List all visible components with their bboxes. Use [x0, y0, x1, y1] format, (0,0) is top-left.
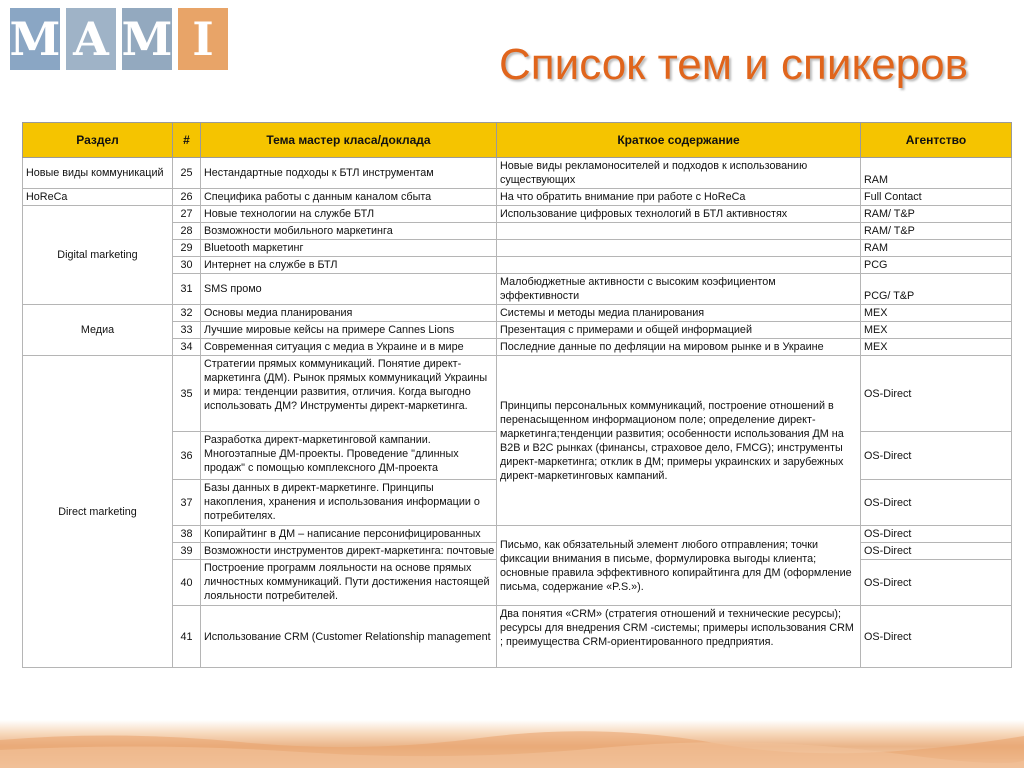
row-agency: RAM/ T&P: [861, 206, 1012, 223]
row-agency: RAM: [861, 158, 1012, 189]
page-title: Список тем и спикеров: [499, 40, 968, 89]
row-num: 36: [173, 432, 201, 480]
logo-letter-a: A: [66, 8, 116, 70]
row-num: 39: [173, 543, 201, 560]
row-num: 26: [173, 189, 201, 206]
row-agency: MEX: [861, 339, 1012, 356]
section-cell: HoReCa: [23, 189, 173, 206]
row-summary: Презентация с примерами и общей информацией: [497, 322, 861, 339]
row-summary: Системы и методы медиа планирования: [497, 305, 861, 322]
table-row: [23, 206, 1012, 223]
row-num: 32: [173, 305, 201, 322]
row-topic: Bluetooth маркетинг: [201, 240, 497, 257]
row-summary: Принципы персональных коммуникаций, построение отношений в перенасыщенном информационом поле; определение директ-маркетинга;тенденции развития; особенности использования ДМ на B2B и B2C рынках (финансы, страховое дело, FMCG); инструменты директ-маркетинга; отклик в ДМ; примеры украинских и зарубежных директ-маркетинговых кампаний.: [497, 356, 861, 526]
row-topic: Новые технологии на службе БТЛ: [201, 206, 497, 223]
table-header-row: [23, 123, 1012, 158]
header-agency: Агентство: [861, 123, 1012, 158]
row-agency: PCG/ T&P: [861, 274, 1012, 305]
row-num: 35: [173, 356, 201, 432]
row-agency: OS-Direct: [861, 526, 1012, 543]
row-topic: Лучшие мировые кейсы на примере Cannes Lions: [201, 322, 497, 339]
row-topic: Использование CRM (Customer Relationship management: [201, 606, 497, 668]
section-cell: Новые виды коммуникаций: [23, 158, 173, 189]
header-num: #: [173, 123, 201, 158]
row-agency: OS-Direct: [861, 543, 1012, 560]
row-topic: Основы медиа планирования: [201, 305, 497, 322]
row-num: 30: [173, 257, 201, 274]
row-num: 28: [173, 223, 201, 240]
row-agency: OS-Direct: [861, 480, 1012, 526]
row-agency: MEX: [861, 305, 1012, 322]
row-agency: OS-Direct: [861, 356, 1012, 432]
row-summary: Использование цифровых технологий в БТЛ активностях: [497, 206, 861, 223]
row-topic: Стратегии прямых коммуникаций. Понятие директ-маркетинга (ДМ). Рынок прямых коммуникаций Украины и мира: тенденции развития, отличия. Когда выгодно использовать ДМ? Инструменты директ-маркетинга.: [201, 356, 497, 432]
logo-letter-m1: M: [10, 8, 60, 70]
row-summary: [497, 257, 861, 274]
row-topic: Нестандартные подходы к БТЛ инструментам: [201, 158, 497, 189]
row-topic: Возможности инструментов директ-маркетинга: почтовые: [201, 543, 497, 560]
row-agency: PCG: [861, 257, 1012, 274]
row-summary: Письмо, как обязательный элемент любого отправления; точки фиксации внимания в письме, формулировка выгоды клиента; основные правила эффективного копирайтинга для ДМ (оформление письма, содержание «P.S.»).: [497, 526, 861, 606]
row-num: 27: [173, 206, 201, 223]
section-cell: Direct marketing: [23, 356, 173, 668]
row-summary: [497, 223, 861, 240]
row-num: 41: [173, 606, 201, 668]
row-agency: RAM/ T&P: [861, 223, 1012, 240]
row-summary: Новые виды рекламоносителей и подходов к использованию существующих: [497, 158, 861, 189]
row-agency: OS-Direct: [861, 560, 1012, 606]
brush-texture-icon: [0, 720, 1024, 768]
row-num: 25: [173, 158, 201, 189]
row-num: 37: [173, 480, 201, 526]
section-cell: Медиа: [23, 305, 173, 356]
row-num: 31: [173, 274, 201, 305]
row-agency: OS-Direct: [861, 606, 1012, 668]
topics-table: [22, 122, 1012, 668]
row-summary: [497, 240, 861, 257]
row-summary: На что обратить внимание при работе с HoReCa: [497, 189, 861, 206]
table-row: [23, 189, 1012, 206]
header-topic: Тема мастер класа/доклада: [201, 123, 497, 158]
header-section: Раздел: [23, 123, 173, 158]
row-topic: Специфика работы с данным каналом сбыта: [201, 189, 497, 206]
row-agency: Full Contact: [861, 189, 1012, 206]
table-row: [23, 305, 1012, 322]
row-topic: SMS промо: [201, 274, 497, 305]
row-summary: Последние данные по дефляции на мировом рынке и в Украине: [497, 339, 861, 356]
decorative-bottom-band: [0, 720, 1024, 768]
logo-letter-i: I: [178, 8, 228, 70]
row-topic: Интернет на службе в БТЛ: [201, 257, 497, 274]
row-num: 33: [173, 322, 201, 339]
row-summary: Малобюджетные активности с высоким коэфициентом эффективности: [497, 274, 861, 305]
row-topic: Возможности мобильного маркетинга: [201, 223, 497, 240]
section-cell: Digital marketing: [23, 206, 173, 305]
logo-letter-m2: M: [122, 8, 172, 70]
row-num: 38: [173, 526, 201, 543]
row-num: 34: [173, 339, 201, 356]
row-topic: Копирайтинг в ДМ – написание персонифицированных: [201, 526, 497, 543]
row-topic: Разработка директ-маркетинговой кампании. Многоэтапные ДМ-проекты. Проведение "длинных продаж" с помощью комплексного ДМ-проекта: [201, 432, 497, 480]
row-topic: Построение программ лояльности на основе прямых личностных коммуникаций. Пути достижения настоящей лояльности потребителей.: [201, 560, 497, 606]
row-agency: OS-Direct: [861, 432, 1012, 480]
row-agency: MEX: [861, 322, 1012, 339]
row-agency: RAM: [861, 240, 1012, 257]
row-num: 29: [173, 240, 201, 257]
row-num: 40: [173, 560, 201, 606]
table-row: [23, 158, 1012, 189]
row-topic: Базы данных в директ-маркетинге. Принципы накопления, хранения и использования информации о потребителях.: [201, 480, 497, 526]
row-topic: Современная ситуация с медиа в Украине и в мире: [201, 339, 497, 356]
table-row: [23, 356, 1012, 432]
header-summary: Краткое содержание: [497, 123, 861, 158]
row-summary: Два понятия «CRM» (стратегия отношений и технические ресурсы); ресурсы для внедрения CRM -системы; примеры использования CRM ; преимущества CRM-ориентированного предприятия.: [497, 606, 861, 668]
